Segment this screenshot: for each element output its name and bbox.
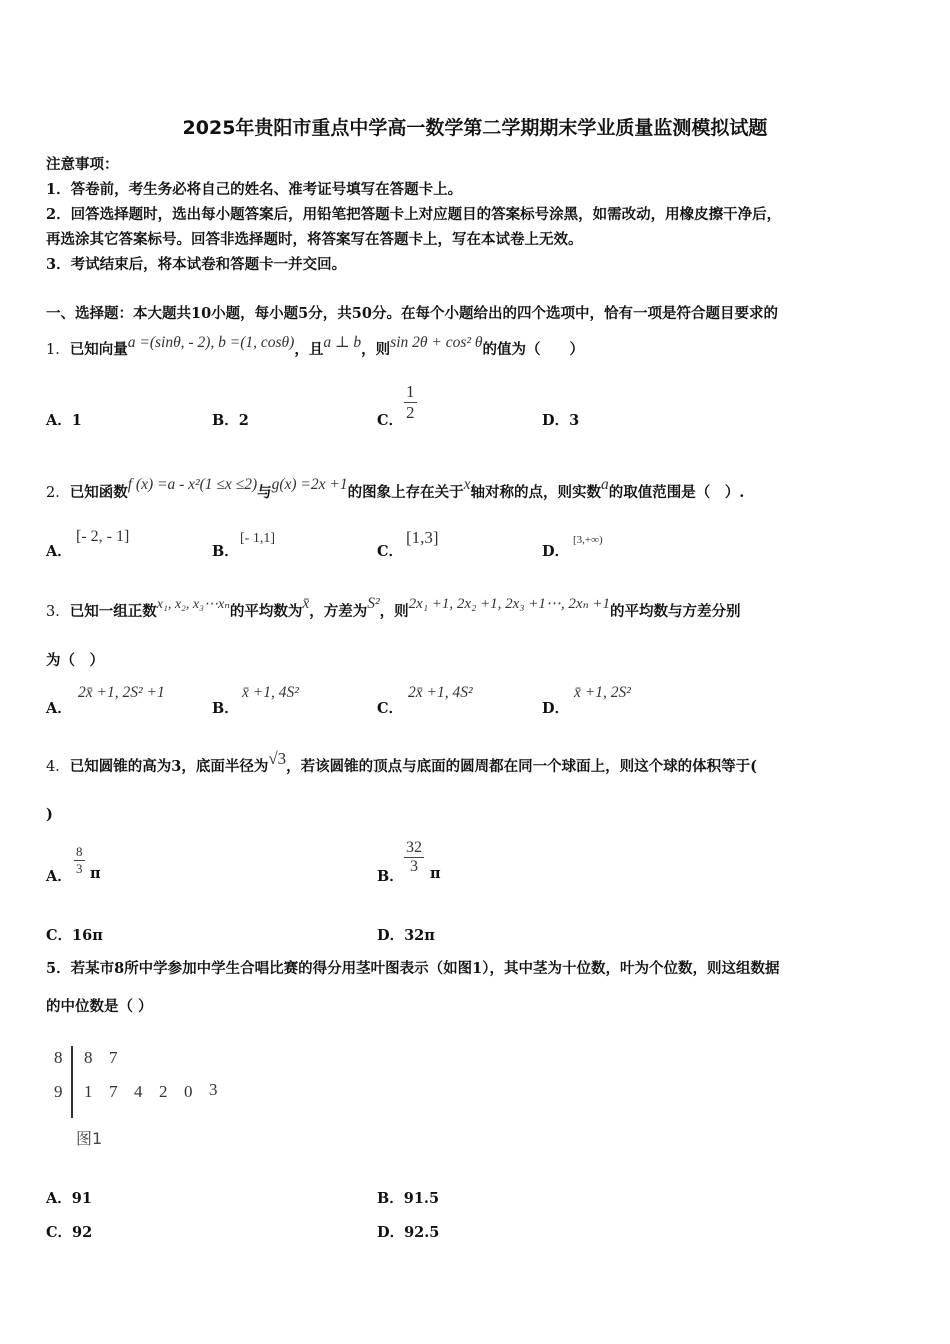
q2-option-c-value: [1,3] xyxy=(406,528,439,547)
q5-option-b: B．91.5 xyxy=(377,1190,440,1207)
leaf-row-9-2: 7 xyxy=(109,1082,118,1101)
q3-text-4: ，则 xyxy=(379,603,409,620)
q1-option-d: D．3 xyxy=(542,412,580,429)
q5-option-a: A．91 xyxy=(46,1190,92,1207)
q4-option-d: D．32π xyxy=(377,927,435,944)
q2-option-a-value: [- 2, - 1] xyxy=(76,528,130,545)
q3-option-a-value: 2x̄ +1, 2S² +1 xyxy=(78,684,165,701)
q3-text-3: ，方差为 xyxy=(309,603,368,620)
q3-option-d-label: D． xyxy=(542,700,570,717)
q2-number: 2． xyxy=(46,485,70,501)
stem-8: 8 xyxy=(54,1048,63,1067)
q1-text-1: 已知向量 xyxy=(69,341,128,358)
section-heading: 一、选择题：本大题共10小题，每小题5分，共50分。在每个小题给出的四个选项中，恰有一项是符合题目要求的 xyxy=(46,305,778,322)
q4-option-a-denominator: 3 xyxy=(76,861,83,876)
question-5-line-2: 的中位数是（ ） xyxy=(46,998,153,1015)
q2-text-2: 与 xyxy=(257,484,272,501)
q4-option-a-pi: π xyxy=(90,865,101,882)
q4-text-2: ，若该圆锥的顶点与底面的圆周都在同一个球面上，则这个球的体积等于( xyxy=(286,758,758,775)
question-4 xyxy=(46,749,758,776)
notice-item-3: 3．考试结束后，将本试卷和答题卡一并交回。 xyxy=(46,256,347,273)
q4-number: 4． xyxy=(46,759,70,775)
q4-option-b-numerator: 32 xyxy=(406,839,422,856)
notice-heading: 注意事项： xyxy=(46,156,119,173)
q2-text-5: 的取值范围是（ ）. xyxy=(608,484,745,501)
q3-text-1: 已知一组正数 xyxy=(69,603,157,620)
leaf-row-9-3: 4 xyxy=(134,1082,143,1101)
leaf-row-8-1: 8 xyxy=(84,1048,93,1067)
q4-option-b-pi: π xyxy=(430,865,441,882)
notice-item-2-cont: 再选涂其它答案标号。回答非选择题时，将答案写在答题卡上，写在本试卷上无效。 xyxy=(46,231,583,248)
q2-option-d-value: [3,+∞) xyxy=(573,534,603,546)
question-5-line-1: 5．若某市8所中学参加中学生合唱比赛的得分用茎叶图表示（如图1），其中茎为十位数，叶为个位数，则这组数据 xyxy=(46,960,780,977)
q3-option-a-label: A． xyxy=(46,700,72,717)
q3-math-xs: x₁, x₂, x₃⋯xₙ xyxy=(156,597,230,612)
leaf-row-9-6: 3 xyxy=(209,1080,218,1099)
q1-text-4: 的值为（ ） xyxy=(482,341,584,358)
leaf-row-9-5: 0 xyxy=(184,1082,193,1101)
q2-math-x: x xyxy=(463,476,471,493)
q5-option-c: C．92 xyxy=(46,1224,93,1241)
q2-math-g: g(x) =2x +1 xyxy=(271,476,348,493)
q3-number: 3． xyxy=(46,604,70,620)
q4-math-sqrt3: √3 xyxy=(268,749,287,768)
q3-text-5: 的平均数与方差分别 xyxy=(610,603,741,620)
leaf-row-8-2: 7 xyxy=(109,1048,118,1067)
q4-option-c: C．16π xyxy=(46,927,103,944)
q3-option-c-label: C． xyxy=(377,700,404,717)
notice-item-2: 2．回答选择题时，选出每小题答案后，用铅笔把答题卡上对应题目的答案标号涂黑，如需改动，用橡皮擦干净后， xyxy=(46,206,782,223)
question-2 xyxy=(46,476,745,502)
q2-option-b-value: [- 1,1] xyxy=(240,531,275,546)
leaf-row-9-4: 2 xyxy=(159,1082,168,1101)
q4-option-b-label: B． xyxy=(377,868,404,885)
q1-math-perp: a ⊥ b xyxy=(323,334,362,351)
q4-text-3: ) xyxy=(46,806,53,823)
q3-text-2: 的平均数为 xyxy=(229,603,303,620)
q3-option-d-value: x̄ +1, 2S² xyxy=(574,684,631,701)
q4-option-a-label: A． xyxy=(46,868,72,885)
q3-option-b-value: x̄ +1, 4S² xyxy=(242,684,299,701)
stem-leaf-figure xyxy=(46,1040,246,1155)
q1-option-c-denominator: 2 xyxy=(406,403,415,422)
q4-text-1: 已知圆锥的高为3，底面半径为 xyxy=(69,758,269,775)
q1-option-c-label: C． xyxy=(377,412,404,429)
q1-option-c-fraction xyxy=(404,382,417,423)
q3-option-b-label: B． xyxy=(212,700,239,717)
q2-option-d-label: D． xyxy=(542,543,570,560)
q2-text-4: 轴对称的点，则实数 xyxy=(470,484,602,501)
notice-item-1: 1．答卷前，考生务必将自己的姓名、准考证号填写在答题卡上。 xyxy=(46,181,463,198)
q4-option-a-numerator: 8 xyxy=(76,844,83,859)
q3-text-6: 为（ ） xyxy=(46,652,104,669)
q2-option-c-label: C． xyxy=(377,543,404,560)
q1-text-3: ，则 xyxy=(361,341,391,358)
figure-caption: 图1 xyxy=(76,1129,103,1148)
q4-option-b-denominator: 3 xyxy=(404,857,424,876)
q2-option-a-label: A． xyxy=(46,543,72,560)
q2-math-f: f (x) =a - x²(1 ≤x ≤2) xyxy=(127,476,258,493)
q4-option-b-fraction xyxy=(404,839,424,876)
q3-math-transformed: 2x₁ +1, 2x₂ +1, 2x₃ +1⋯, 2xₙ +1 xyxy=(408,596,611,612)
q1-number: 1． xyxy=(46,342,70,358)
stem-leaf-divider xyxy=(71,1046,73,1118)
q1-text-2: ，且 xyxy=(294,341,324,358)
q2-option-b-label: B． xyxy=(212,543,239,560)
q2-math-a: a xyxy=(601,476,609,493)
q3-option-c-value: 2x̄ +1, 4S² xyxy=(408,684,473,701)
question-3 xyxy=(46,595,741,621)
q1-math-vectors: a =(sinθ, - 2), b =(1, cosθ) xyxy=(127,334,295,351)
q2-text-1: 已知函数 xyxy=(69,484,128,501)
q1-math-expression: sin 2θ + cos² θ xyxy=(390,334,483,351)
leaf-row-9-1: 1 xyxy=(84,1082,93,1101)
stem-9: 9 xyxy=(54,1082,63,1101)
q2-text-3: 的图象上存在关于 xyxy=(347,484,464,501)
q1-option-c-numerator: 1 xyxy=(406,382,415,401)
q3-math-mean: x̄ xyxy=(302,595,310,612)
page-title: 2025年贵阳市重点中学高一数学第二学期期末学业质量监测模拟试题 xyxy=(182,117,768,139)
q1-option-a: A．1 xyxy=(46,412,82,429)
q4-option-a-fraction xyxy=(74,844,85,877)
question-1 xyxy=(46,334,584,359)
q5-option-d: D．92.5 xyxy=(377,1224,440,1241)
q1-option-b: B．2 xyxy=(212,412,249,429)
q3-math-variance: S² xyxy=(367,595,380,612)
